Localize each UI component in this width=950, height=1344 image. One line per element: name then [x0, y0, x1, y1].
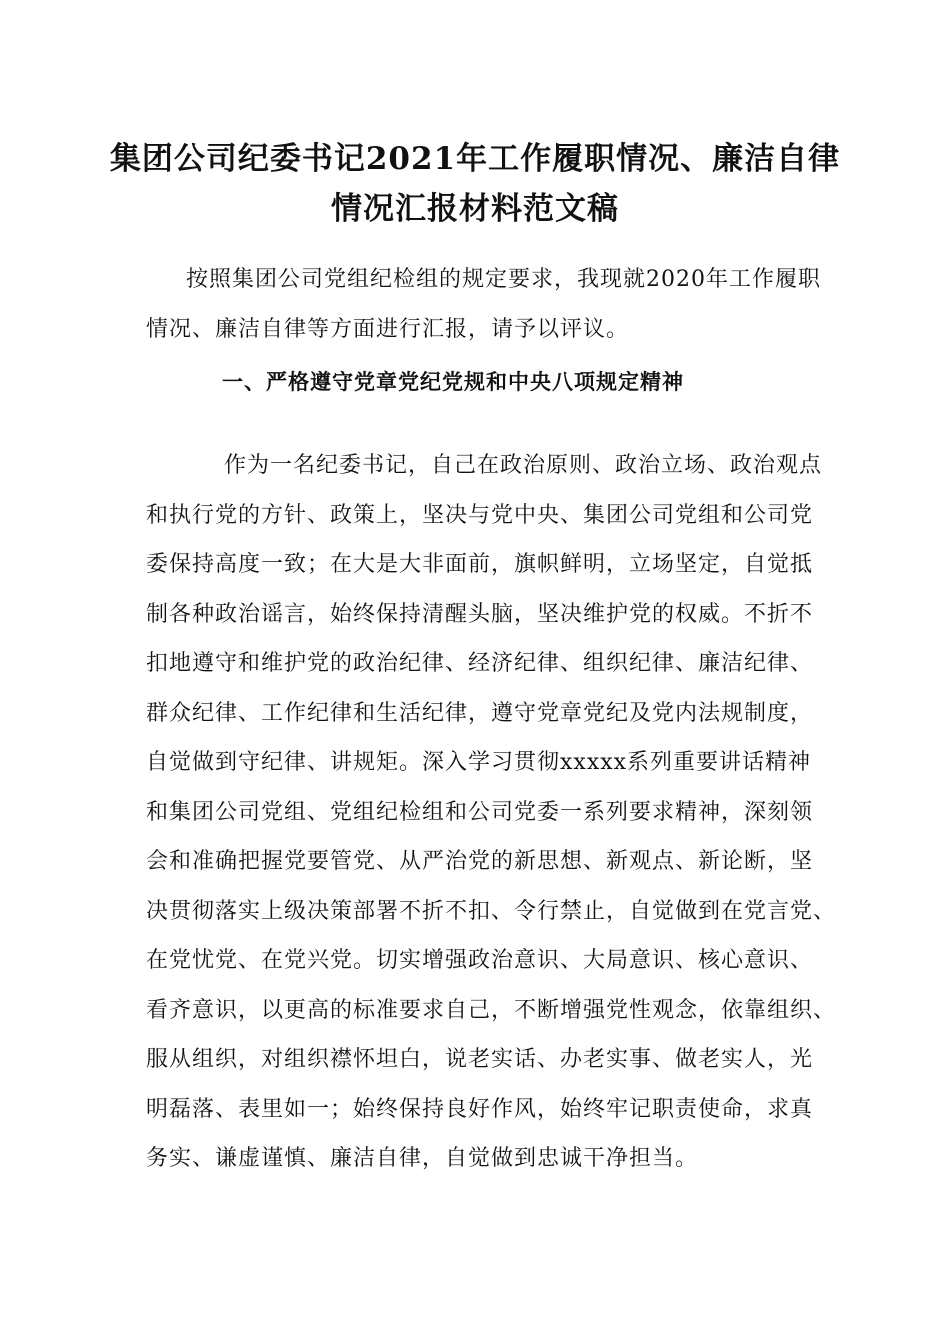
section-1-line-3: 委保持高度一致；在大是大非面前，旗帜鲜明，立场坚定，自觉抵 [146, 552, 814, 577]
section-1-line-5: 扣地遵守和维护党的政治纪律、经济纪律、组织纪律、廉洁纪律、 [146, 651, 814, 676]
section-1-line-14: 明磊落、表里如一；始终保持良好作风，始终牢记职责使命，求真 [146, 1097, 814, 1122]
section-1-line-9: 会和准确把握党要管党、从严治党的新思想、新观点、新论断，坚 [146, 849, 814, 874]
document-title-line-1: 集团公司纪委书记2021年工作履职情况、廉洁自律 [109, 141, 841, 177]
section-1-line-8: 和集团公司党组、党组纪检组和公司党委一系列要求精神，深刻领 [146, 800, 814, 825]
intro-line-2: 情况、廉洁自律等方面进行汇报，请予以评议。 [146, 317, 630, 342]
intro-line-1: 按照集团公司党组纪检组的规定要求，我现就2020年工作履职 [186, 267, 821, 292]
document-title-line-2: 情况汇报材料范文稿 [331, 191, 619, 227]
section-1-heading: 一、严格遵守党章党纪党规和中央八项规定精神 [222, 369, 684, 394]
section-1-line-6: 群众纪律、工作纪律和生活纪律，遵守党章党纪及党内法规制度， [146, 701, 814, 726]
section-1-line-13: 服从组织，对组织襟怀坦白，说老实话、办老实事、做老实人，光 [146, 1047, 814, 1072]
section-1-line-11: 在党忧党、在党兴党。切实增强政治意识、大局意识、核心意识、 [146, 948, 814, 973]
section-1-line-12: 看齐意识，以更高的标准要求自己，不断增强党性观念，依靠组织、 [146, 998, 837, 1023]
section-1-line-4: 制各种政治谣言，始终保持清醒头脑，坚决维护党的权威。不折不 [146, 602, 814, 627]
section-1-line-10: 决贯彻落实上级决策部署不折不扣、令行禁止，自觉做到在党言党、 [146, 899, 837, 924]
section-1-line-15: 务实、谦虚谨慎、廉洁自律，自觉做到忠诚干净担当。 [146, 1146, 699, 1171]
section-1-line-1: 作为一名纪委书记，自己在政治原则、政治立场、政治观点 [224, 453, 823, 478]
section-1-line-2: 和执行党的方针、政策上，坚决与党中央、集团公司党组和公司党 [146, 503, 814, 528]
section-1-line-7: 自觉做到守纪律、讲规矩。深入学习贯彻xxxxx系列重要讲话精神 [146, 750, 812, 775]
